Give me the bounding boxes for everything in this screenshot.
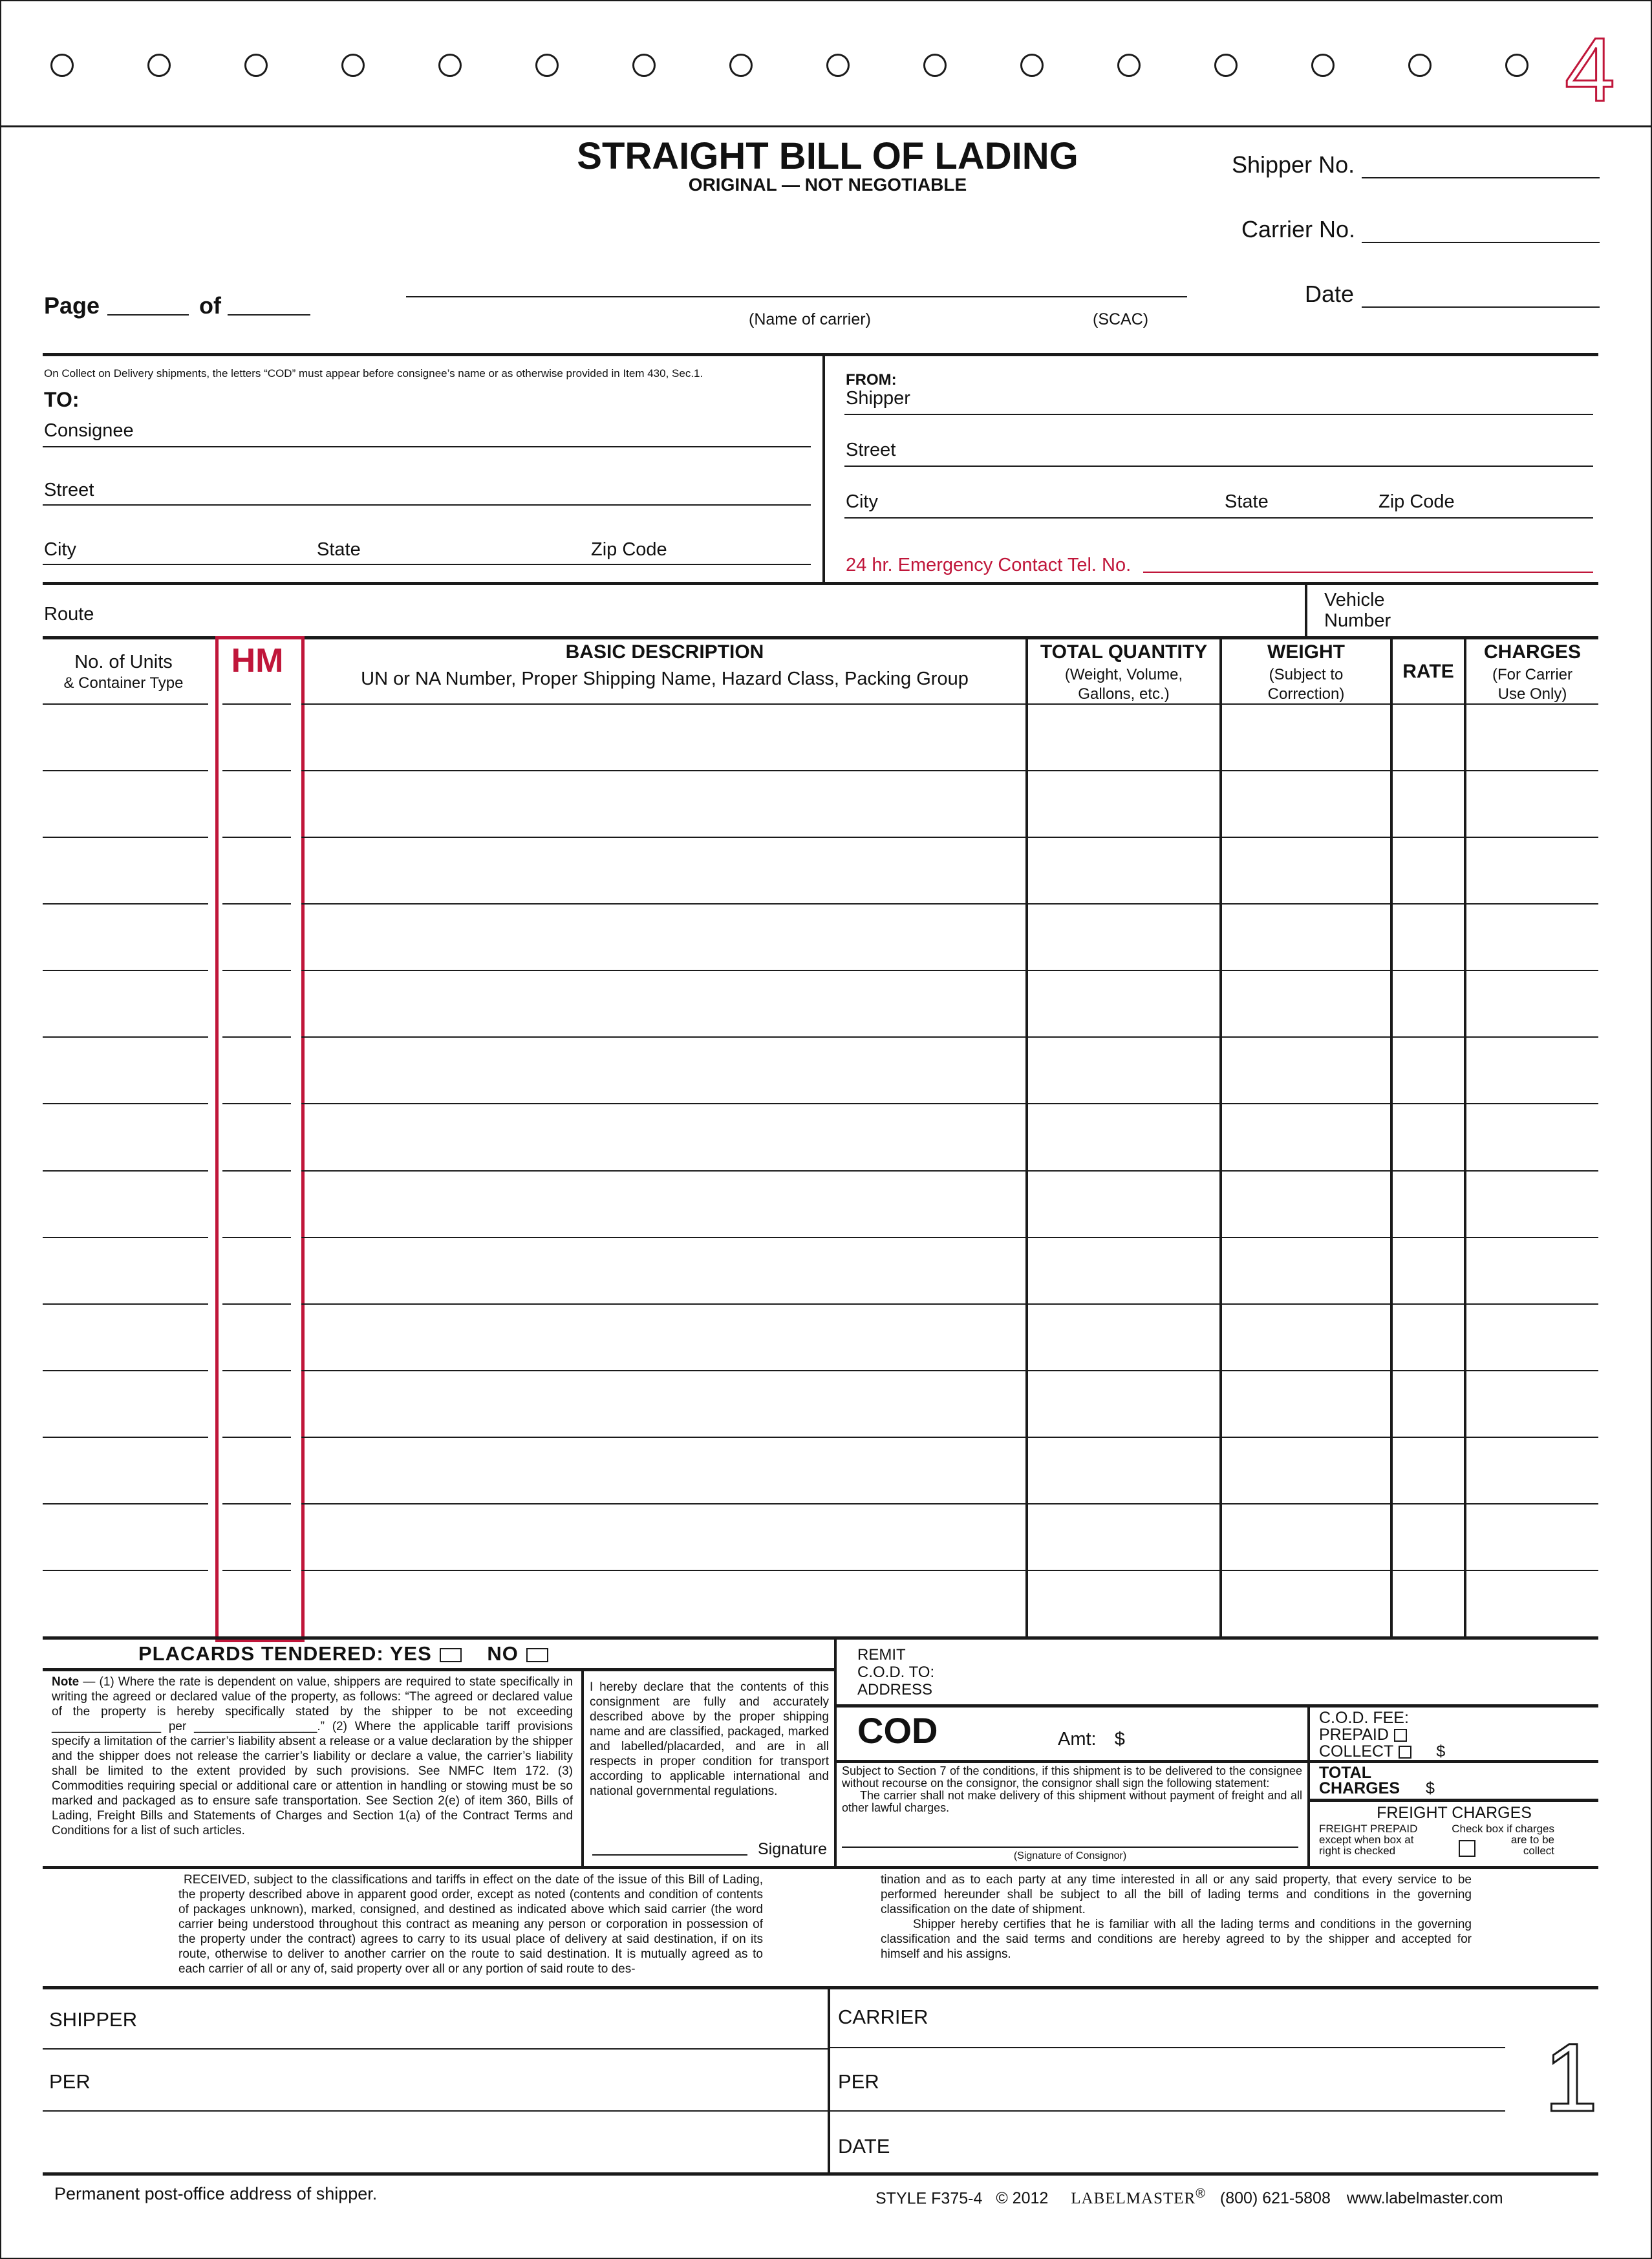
table-row-line <box>1464 770 1598 771</box>
table-row-line <box>1219 1103 1390 1104</box>
table-row-line <box>1219 1570 1390 1571</box>
total-charges-label-2: CHARGES <box>1319 1779 1400 1797</box>
phone-number: (800) 621-5808 <box>1219 2189 1331 2208</box>
table-row-line <box>222 1437 291 1438</box>
punch-hole <box>244 54 268 77</box>
table-row-line <box>1219 770 1390 771</box>
form-title: STRAIGHT BILL OF LADING <box>577 135 1078 177</box>
table-row-line <box>301 1503 1025 1504</box>
charges-header-sub-2: Use Only) <box>1497 685 1567 703</box>
punch-hole <box>50 54 74 77</box>
cod-prepaid-checkbox[interactable] <box>1394 1729 1407 1742</box>
freight-prepaid-note <box>1319 1823 1417 1856</box>
punch-hole <box>438 54 462 77</box>
form-subtitle: ORIGINAL — NOT NEGOTIABLE <box>688 175 967 195</box>
shipper-field[interactable] <box>844 414 1593 415</box>
carrier-signature-label: CARRIER <box>838 2006 928 2028</box>
table-row-line <box>1219 1370 1390 1371</box>
table-row-line <box>1464 837 1598 838</box>
table-row-line <box>301 770 1025 771</box>
table-row-line <box>301 1570 1025 1571</box>
check-box-note <box>1443 1823 1554 1856</box>
punch-hole <box>1214 54 1238 77</box>
consignee-city-label: City <box>44 539 76 560</box>
rate-header: RATE <box>1402 661 1454 682</box>
punch-hole <box>1020 54 1044 77</box>
style-number: STYLE F375-4 <box>875 2189 983 2208</box>
placards-row <box>138 1642 548 1665</box>
cod-amount-dollar: $ <box>1114 1729 1125 1750</box>
table-row-line <box>1025 903 1219 905</box>
table-row-line <box>222 703 291 705</box>
table-row-line <box>1464 1237 1598 1238</box>
table-row-line <box>1025 837 1219 838</box>
table-row-line <box>1390 1237 1464 1238</box>
table-row-line <box>1390 903 1464 905</box>
hm-header: HM <box>231 642 284 680</box>
table-row-line <box>301 1170 1025 1172</box>
check-box-line-3: collect <box>1523 1845 1554 1857</box>
cod-label: COD <box>857 1710 938 1751</box>
placards-no-checkbox[interactable] <box>526 1648 548 1662</box>
table-row-line <box>1025 703 1219 705</box>
table-row-line <box>301 1036 1025 1038</box>
table-row-line <box>1464 1503 1598 1504</box>
shipper-no-field[interactable] <box>1362 177 1600 178</box>
emergency-contact-label: 24 hr. Emergency Contact Tel. No. <box>846 555 1132 575</box>
table-row-line <box>222 1103 291 1104</box>
declaration-signature-label: Signature <box>758 1840 828 1858</box>
table-row-line <box>222 903 291 905</box>
consignee-label: Consignee <box>44 420 134 441</box>
table-row-line <box>222 970 291 971</box>
table-row-line <box>43 1503 208 1504</box>
table-row-line <box>1464 903 1598 905</box>
table-row-line <box>1390 703 1464 705</box>
hm-column <box>215 636 305 1642</box>
quantity-header <box>1028 641 1219 703</box>
section-7-text <box>842 1765 1302 1814</box>
carrier-date-label: DATE <box>838 2135 890 2157</box>
table-row-line <box>1390 1370 1464 1371</box>
punch-hole <box>1505 54 1529 77</box>
table-row-line <box>1219 1036 1390 1038</box>
copyright: © 2012 <box>996 2189 1049 2208</box>
table-row-line <box>1390 1170 1464 1172</box>
table-row-line <box>222 1303 291 1305</box>
table-row-line <box>1219 970 1390 971</box>
table-row-line <box>43 1036 208 1038</box>
charges-header-sub: (For Carrier <box>1492 666 1572 683</box>
signature-bottom <box>43 2172 1598 2176</box>
shipper-signature-field[interactable] <box>43 2048 828 2050</box>
table-row-line <box>1390 1570 1464 1571</box>
shipper-state-label: State <box>1225 491 1269 512</box>
table-bottom <box>43 1636 1598 1640</box>
charges-header-label: CHARGES <box>1483 641 1581 663</box>
punch-hole <box>729 54 753 77</box>
table-row-line <box>1219 837 1390 838</box>
rate-note-text: — (1) Where the rate is dependent on value, shippers are required to state specifically in writing the agreed or declared value of the property, as follows: “The agreed or declared value of the property is hereby specifically stated by the shipper to be not exceeding ________________ per __________________.” (2) Where the applicable tariff provisions specify a limitation of the carrier’s liability absent a release or a value declaration by the shipper and the shipper does not release the carrier’s liability or declare a value, the carrier’s liability shall be limited to the extent provided by such provisions. See NMFC Item 172. (3) Commodities requiring special or additional care or attention in handling or stowing must be so marked and packaged as to ensure safe transportation. See Section 2(e) of item 360, Bills of Lading, Freight Bills and Statements of Charges and Section 1(a) of the Contract Terms and Conditions for a list of such articles. <box>52 1675 573 1837</box>
total-charges-dollar: $ <box>1426 1779 1435 1797</box>
emergency-contact-field[interactable] <box>1143 572 1593 573</box>
consignee-street-field[interactable] <box>43 504 811 506</box>
cod-amount-label: Amt: <box>1058 1729 1097 1750</box>
table-row-line <box>1390 770 1464 771</box>
table-row-line <box>1219 1303 1390 1305</box>
punch-hole <box>147 54 171 77</box>
footer-info <box>875 2187 1503 2208</box>
weight-header-sub-2: Correction) <box>1267 685 1345 703</box>
freight-divider <box>1307 1799 1598 1802</box>
table-row-line <box>1464 970 1598 971</box>
table-row-line <box>301 903 1025 905</box>
table-row-line <box>301 1303 1025 1305</box>
weight-header-label: WEIGHT <box>1267 641 1345 663</box>
table-row-line <box>222 770 291 771</box>
vehicle-divider <box>1305 582 1307 637</box>
column-divider <box>1025 636 1028 1638</box>
received-terms-right-1: tination and as to each party at any time interested in all or any said property, that every service to be performed hereunder shall be subject to all the bill of lading terms and conditions in the governing classification on the date of shipment. <box>881 1873 1472 1916</box>
cod-mid-divider <box>834 1760 1598 1763</box>
shipper-city-label: City <box>846 491 878 512</box>
table-row-line <box>1219 1170 1390 1172</box>
description-header-sub: UN or NA Number, Proper Shipping Name, Hazard Class, Packing Group <box>361 669 969 689</box>
units-header-label: No. of Units <box>74 652 173 672</box>
table-row-line <box>1025 1503 1219 1504</box>
binding-strip <box>0 0 1652 127</box>
post-office-note: Permanent post-office address of shipper. <box>54 2184 378 2203</box>
shipper-zip-label: Zip Code <box>1378 491 1455 512</box>
carrier-per-label: PER <box>838 2070 879 2093</box>
route-label: Route <box>44 604 94 625</box>
table-row-line <box>1390 837 1464 838</box>
received-terms-left: RECEIVED, subject to the classifications and tariffs in effect on the date of the issue of this Bill of Lading, the property described above in apparent good order, except as noted (contents and condition of contents of packages unknown), marked, consigned, and destined as indicated above which said carrier (the word carrier being understood throughout this contract as meaning any person or corporation in possession of the property under the contract) agrees to carry to its usual place of delivery at said destination, if on its route, otherwise to deliver to another carrier on the route to said destination. It is mutually agreed as to each carrier of all or any of, said property over all or any portion of said route to des- <box>178 1873 763 1976</box>
consignee-zip-label: Zip Code <box>591 539 667 560</box>
table-row-line <box>1464 1170 1598 1172</box>
punch-hole <box>826 54 850 77</box>
consignee-city-field[interactable] <box>43 564 811 565</box>
quantity-header-sub: (Weight, Volume, <box>1064 666 1183 683</box>
declaration-signature-line[interactable] <box>592 1854 747 1856</box>
table-row-line <box>1390 1437 1464 1438</box>
cod-instruction: On Collect on Delivery shipments, the letters “COD” must appear before consignee’s name or as otherwise provided in Item 430, Sec.1. <box>44 367 703 380</box>
vehicle-label: Vehicle <box>1324 590 1385 610</box>
note-divider <box>834 1636 837 1868</box>
carrier-signature-field[interactable] <box>830 2047 1505 2048</box>
received-divider <box>43 1866 1598 1869</box>
placards-label: PLACARDS TENDERED: YES <box>138 1642 432 1665</box>
quantity-header-label: TOTAL QUANTITY <box>1040 641 1208 663</box>
table-row-line <box>1025 770 1219 771</box>
consignor-signature-caption: (Signature of Consignor) <box>1013 1850 1127 1861</box>
table-row-line <box>1219 1237 1390 1238</box>
section-7-condition: The carrier shall not make delivery of this shipment without payment of freight and all other lawful charges. <box>842 1789 1302 1814</box>
signature-top <box>43 1986 1598 1989</box>
cod-fee-divider <box>1307 1704 1310 1868</box>
table-row-line <box>43 1170 208 1172</box>
shipper-per-field[interactable] <box>43 2110 828 2112</box>
table-row-line <box>1025 1370 1219 1371</box>
table-row-line <box>1464 1370 1598 1371</box>
table-row-line <box>301 703 1025 705</box>
table-row-line <box>43 1570 208 1571</box>
table-row-line <box>1464 1103 1598 1104</box>
table-row-line <box>222 837 291 838</box>
table-row-line <box>1025 1437 1219 1438</box>
copy-form-number: 4 <box>1565 19 1615 120</box>
punch-hole <box>535 54 559 77</box>
check-box-line-1: Check box if charges <box>1452 1823 1554 1835</box>
total-charges <box>1319 1765 1435 1796</box>
table-row-line <box>1025 1303 1219 1305</box>
punch-hole <box>632 54 656 77</box>
rate-note <box>52 1675 573 1838</box>
remit-line-1: REMIT <box>857 1646 906 1664</box>
shipper-signature-label: SHIPPER <box>49 2008 138 2031</box>
strip-divider <box>0 125 1652 127</box>
description-header-label: BASIC DESCRIPTION <box>565 641 764 663</box>
shipper-label: Shipper <box>846 388 910 409</box>
to-from-divider <box>822 353 825 583</box>
table-row-line <box>1219 903 1390 905</box>
table-row-line <box>43 970 208 971</box>
carrier-name-field[interactable] <box>406 296 1187 297</box>
table-row-line <box>222 1036 291 1038</box>
table-row-line <box>1390 1503 1464 1504</box>
punch-hole <box>1117 54 1141 77</box>
scac-caption: (SCAC) <box>1093 310 1149 328</box>
table-row-line <box>43 1370 208 1371</box>
column-divider <box>1464 636 1466 1638</box>
cod-divider <box>834 1704 1598 1708</box>
weight-header-sub: (Subject to <box>1269 666 1344 683</box>
to-label: TO: <box>44 388 80 411</box>
section-divider <box>43 353 1598 356</box>
consignee-state-label: State <box>317 539 361 560</box>
remit-line-2: C.O.D. TO: <box>857 1664 935 1681</box>
punch-hole <box>923 54 947 77</box>
brand-logo: LABELMASTER <box>1071 2190 1196 2208</box>
date-label: Date <box>1305 281 1355 307</box>
table-row-line <box>1025 1103 1219 1104</box>
table-row-line <box>43 837 208 838</box>
freight-prepaid-line-3: right is checked <box>1319 1845 1396 1857</box>
section-divider <box>43 582 1598 585</box>
table-row-line <box>43 1103 208 1104</box>
consignee-street-label: Street <box>44 480 94 500</box>
description-header <box>304 641 1025 690</box>
table-row-line <box>1390 970 1464 971</box>
received-terms-right-2: Shipper hereby certifies that he is familiar with all the lading terms and conditions in the governing classification and the said terms and conditions are hereby agreed to by the shipper and accepted for himself and his assigns. <box>881 1918 1472 1961</box>
page-label: Page <box>44 292 100 319</box>
consignor-signature-line[interactable] <box>842 1847 1298 1848</box>
table-row-line <box>301 970 1025 971</box>
section-7-statement: Subject to Section 7 of the conditions, if this shipment is to be delivered to the consignee without recourse on the consignor, the consignor shall sign the following statement: <box>842 1764 1302 1790</box>
table-row-line <box>1025 1570 1219 1571</box>
shipper-street-field[interactable] <box>844 466 1593 467</box>
table-row-line <box>43 1237 208 1238</box>
signature-divider <box>828 1986 830 2174</box>
remit-label <box>857 1646 934 1698</box>
table-row-line <box>1464 1570 1598 1571</box>
shipper-city-field[interactable] <box>844 517 1593 519</box>
placards-divider <box>43 1668 835 1671</box>
table-row-line <box>222 1570 291 1571</box>
cod-fee-block <box>1319 1709 1445 1760</box>
copy-number: 1 <box>1544 2023 1598 2132</box>
table-row-line <box>301 1103 1025 1104</box>
declaration-divider <box>581 1668 584 1868</box>
carrier-no-label: Carrier No. <box>1241 216 1356 242</box>
cod-fee-label: C.O.D. FEE: <box>1319 1709 1409 1727</box>
hazmat-declaration: I hereby declare that the contents of this consignment are fully and accurately described above by the proper shipping name and are classified, packaged, marked and labelled/placarded, and are in all respects in proper condition for transport according to applicable international and national governmental regulations. <box>590 1680 829 1798</box>
table-row-line <box>43 1437 208 1438</box>
carrier-per-field[interactable] <box>830 2110 1505 2112</box>
consignee-field[interactable] <box>43 446 811 447</box>
shipper-no-label: Shipper No. <box>1232 151 1355 178</box>
table-row-line <box>1025 1170 1219 1172</box>
table-row-line <box>1219 703 1390 705</box>
cod-prepaid-label: PREPAID <box>1319 1726 1389 1744</box>
placards-no-label: NO <box>487 1642 519 1665</box>
weight-header <box>1222 641 1390 703</box>
cod-amount <box>1058 1729 1125 1750</box>
table-row-line <box>1025 1237 1219 1238</box>
punch-hole <box>1408 54 1432 77</box>
column-divider <box>1390 636 1393 1638</box>
of-label: of <box>199 292 221 319</box>
page-total-field[interactable] <box>228 314 310 316</box>
shipper-street-label: Street <box>846 440 896 460</box>
table-row-line <box>43 770 208 771</box>
carrier-name-caption: (Name of carrier) <box>749 310 871 328</box>
table-row-line <box>1464 703 1598 705</box>
from-label: FROM: <box>846 371 897 389</box>
table-row-line <box>1025 1036 1219 1038</box>
table-row-line <box>1464 1437 1598 1438</box>
cod-fee-dollar: $ <box>1436 1742 1446 1761</box>
table-row-line <box>301 1370 1025 1371</box>
table-row-line <box>301 1437 1025 1438</box>
placards-yes-checkbox[interactable] <box>440 1648 462 1662</box>
table-row-line <box>1390 1036 1464 1038</box>
units-header <box>43 652 204 692</box>
shipper-per-label: PER <box>49 2070 91 2093</box>
registered-mark: ® <box>1196 2187 1205 2201</box>
cod-collect-label: COLLECT <box>1319 1742 1394 1761</box>
table-row-line <box>43 1303 208 1305</box>
table-row-line <box>1219 1503 1390 1504</box>
table-row-line <box>43 903 208 905</box>
carrier-no-field[interactable] <box>1362 242 1600 243</box>
received-terms-right <box>881 1872 1472 1962</box>
table-row-line <box>1390 1103 1464 1104</box>
freight-prepaid-line-2: except when box at <box>1319 1834 1414 1846</box>
date-field[interactable] <box>1362 306 1600 308</box>
punch-hole <box>341 54 365 77</box>
units-header-sub: & Container Type <box>63 674 184 692</box>
column-divider <box>1219 636 1222 1638</box>
table-row-line <box>1464 1303 1598 1305</box>
table-row-line <box>301 837 1025 838</box>
table-row-line <box>1390 1303 1464 1305</box>
rate-note-lead: Note <box>52 1675 80 1689</box>
cod-collect-checkbox[interactable] <box>1399 1746 1411 1759</box>
check-box-line-2: are to be <box>1510 1834 1554 1846</box>
table-row-line <box>301 1237 1025 1238</box>
website-link[interactable]: www.labelmaster.com <box>1346 2189 1503 2208</box>
quantity-header-sub-2: Gallons, etc.) <box>1078 685 1170 703</box>
table-row-line <box>222 1237 291 1238</box>
freight-prepaid-line-1: FREIGHT PREPAID <box>1319 1823 1418 1835</box>
punch-hole <box>1311 54 1335 77</box>
freight-charges-label: FREIGHT CHARGES <box>1377 1804 1532 1822</box>
table-row-line <box>43 703 208 705</box>
table-row-line <box>222 1503 291 1504</box>
total-charges-label: TOTAL <box>1319 1764 1372 1782</box>
page-field[interactable] <box>107 314 189 316</box>
table-row-line <box>1219 1437 1390 1438</box>
table-row-line <box>1025 970 1219 971</box>
charges-header <box>1466 641 1598 703</box>
vehicle-label-2: Number <box>1324 610 1391 631</box>
table-row-line <box>1464 1036 1598 1038</box>
table-row-line <box>222 1370 291 1371</box>
table-row-line <box>222 1170 291 1172</box>
remit-line-3: ADDRESS <box>857 1681 933 1698</box>
